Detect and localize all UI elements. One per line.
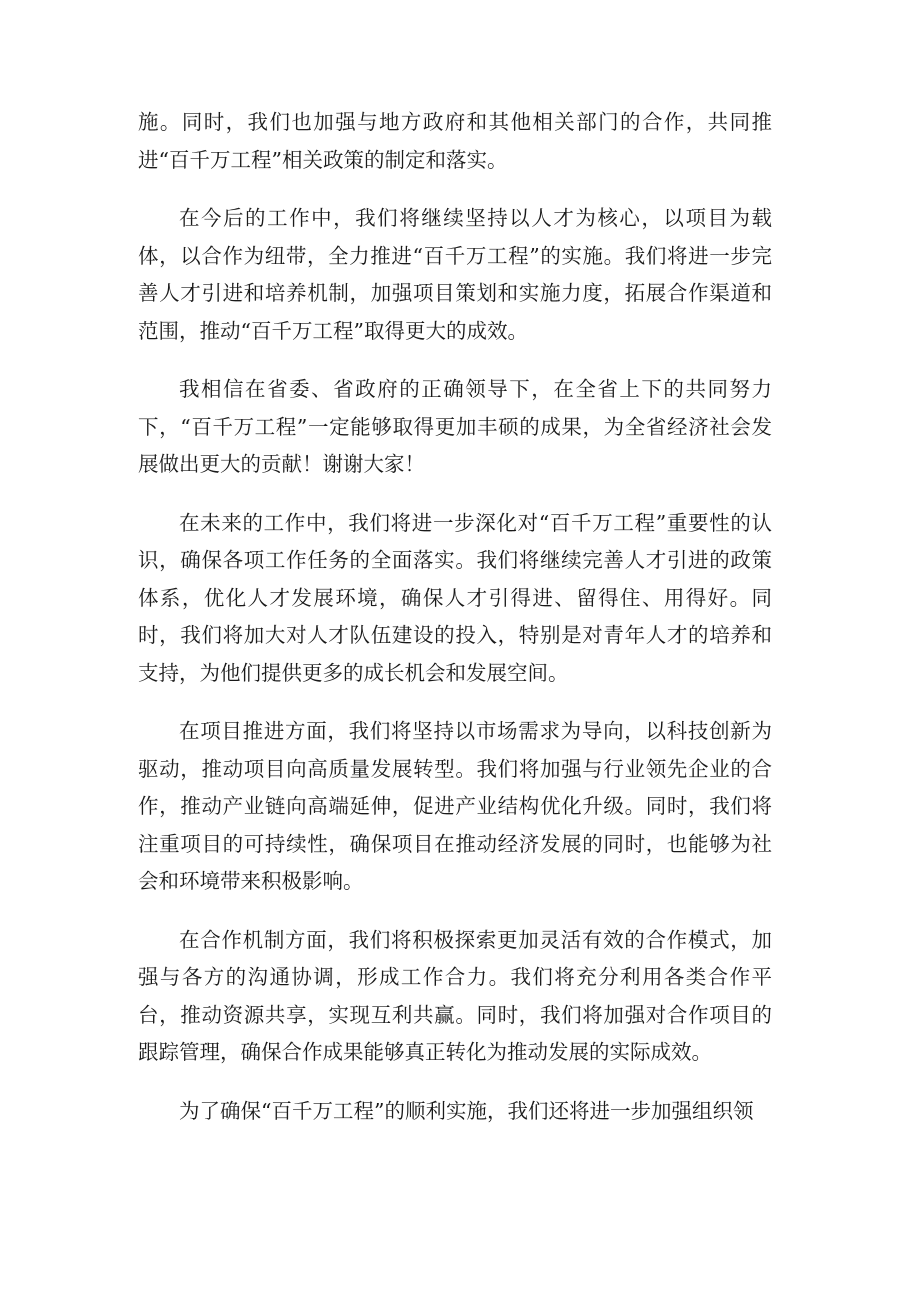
paragraph-5: 在项目推进方面，我们将坚持以市场需求为导向，以科技创新为驱动，推动项目向高质量发展转型。我们将加强与行业领先企业的合作，推动产业链向高端延伸，促进产业结构优化升级。同时，我们将注重项目的可持续性，确保项目在推动经济发展的同时，也能够为社会和环境带来积极影响。 — [138, 719, 772, 893]
paragraph-7: 为了确保“百千万工程”的顺利实施，我们还将进一步加强组织领 — [179, 1098, 754, 1123]
paragraph-4: 在未来的工作中，我们将进一步深化对“百千万工程”重要性的认识，确保各项工作任务的全面落实。我们将继续完善人才引进的政策体系，优化人才发展环境，确保人才引得进、留得住、用得好。同时，我们将加大对人才队伍建设的投入，特别是对青年人才的培养和支持，为他们提供更多的成长机会和发展空间。 — [138, 510, 772, 685]
paragraph-2: 在今后的工作中，我们将继续坚持以人才为核心，以项目为载体，以合作为纽带，全力推进“百千万工程”的实施。我们将进一步完善人才引进和培养机制，加强项目策划和实施力度，拓展合作渠道和范围，推动“百千万工程”取得更大的成效。 — [138, 206, 772, 343]
paragraph-1: 施。同时，我们也加强与地方政府和其他相关部门的合作，共同推进“百千万工程”相关政策的制定和落实。 — [138, 110, 772, 172]
paragraph-6: 在合作机制方面，我们将积极探索更加灵活有效的合作模式，加强与各方的沟通协调，形成工作合力。我们将充分利用各类合作平台，推动资源共享，实现互利共赢。同时，我们将加强对合作项目的跟踪管理，确保合作成果能够真正转化为推动发展的实际成效。 — [138, 927, 772, 1064]
document-body — [138, 104, 772, 1151]
paragraph-3: 我相信在省委、省政府的正确领导下，在全省上下的共同努力下，“百千万工程”一定能够取得更加丰硕的成果，为全省经济社会发展做出更大的贡献！谢谢大家！ — [138, 377, 772, 476]
